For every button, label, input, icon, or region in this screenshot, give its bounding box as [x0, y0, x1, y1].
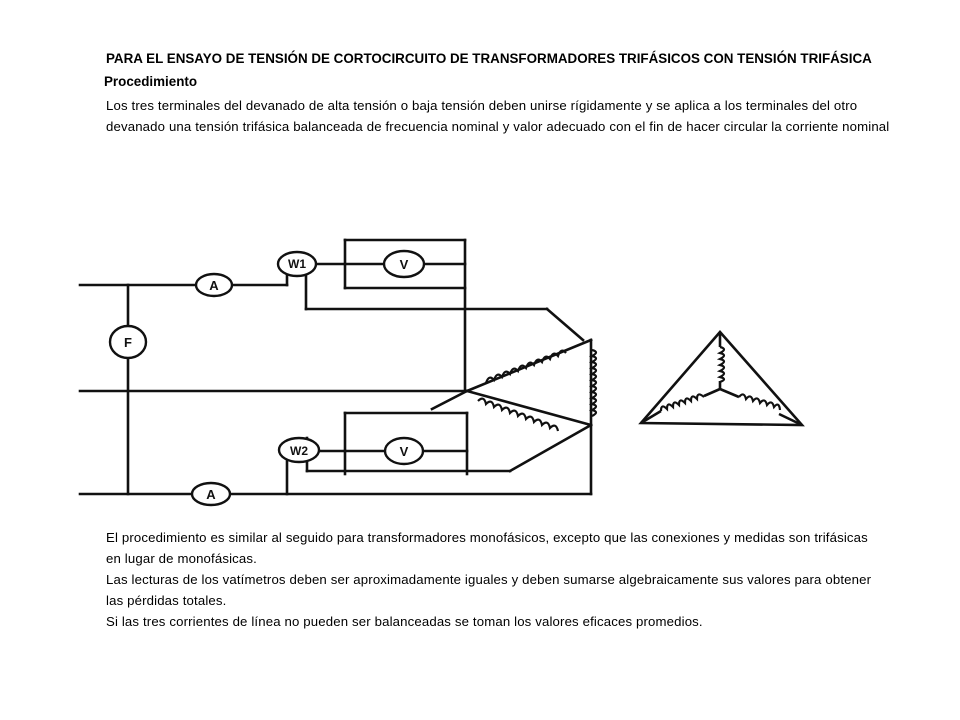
section-heading: Procedimiento: [104, 74, 198, 89]
line-2-wire: [432, 391, 467, 409]
star-coil-left: [661, 394, 704, 411]
star-leg-left: [704, 389, 720, 396]
star-coil-top: [720, 347, 724, 382]
wattmeter-1-label: W1: [288, 257, 306, 271]
w2-current-wire: [510, 425, 591, 471]
frequency-meter-label: F: [124, 335, 132, 350]
delta-winding-bottom: [467, 391, 591, 425]
coil-right: [592, 350, 596, 416]
coil-bottom: [478, 399, 558, 431]
page-title: PARA EL ENSAYO DE TENSIÓN DE CORTOCIRCUITO DE TRANSFORMADORES TRIFÁSICOS CON TENSIÓN TRIFÁSICA: [106, 51, 872, 66]
intro-paragraph: Los tres terminales del devanado de alta tensión o baja tensión deben unirse rígidamente y se aplica a los terminales del otro devanado una tensión trifásica balanceada de frecuencia nominal y valor adecuado con el fin de hacer circular la corriente nominal: [106, 98, 890, 135]
star-leg-right: [720, 389, 739, 397]
star-winding: [641, 332, 802, 425]
star-coil-right: [739, 394, 780, 410]
line-1-wire: [547, 309, 583, 340]
wattmeter-2-label: W2: [290, 444, 308, 458]
ammeter-bottom-label: A: [206, 487, 216, 502]
delta-winding-top: [467, 340, 591, 391]
paragraph: Si las tres corrientes de línea no pueden ser balanceadas se toman los valores eficaces promedios.: [106, 614, 703, 629]
paragraph: El procedimiento es similar al seguido para transformadores monofásicos, excepto que las conexiones y medidas son trifásicas en lugar de monofásicas.: [106, 530, 868, 567]
voltmeter-bottom-label: V: [399, 444, 409, 459]
paragraph: Las lecturas de los vatímetros deben ser aproximadamente iguales y deben sumarse algebraicamente sus valores para obtener las pérdidas totales.: [106, 572, 872, 609]
voltmeter-top-label: V: [399, 257, 409, 272]
ammeter-top-label: A: [209, 278, 219, 293]
